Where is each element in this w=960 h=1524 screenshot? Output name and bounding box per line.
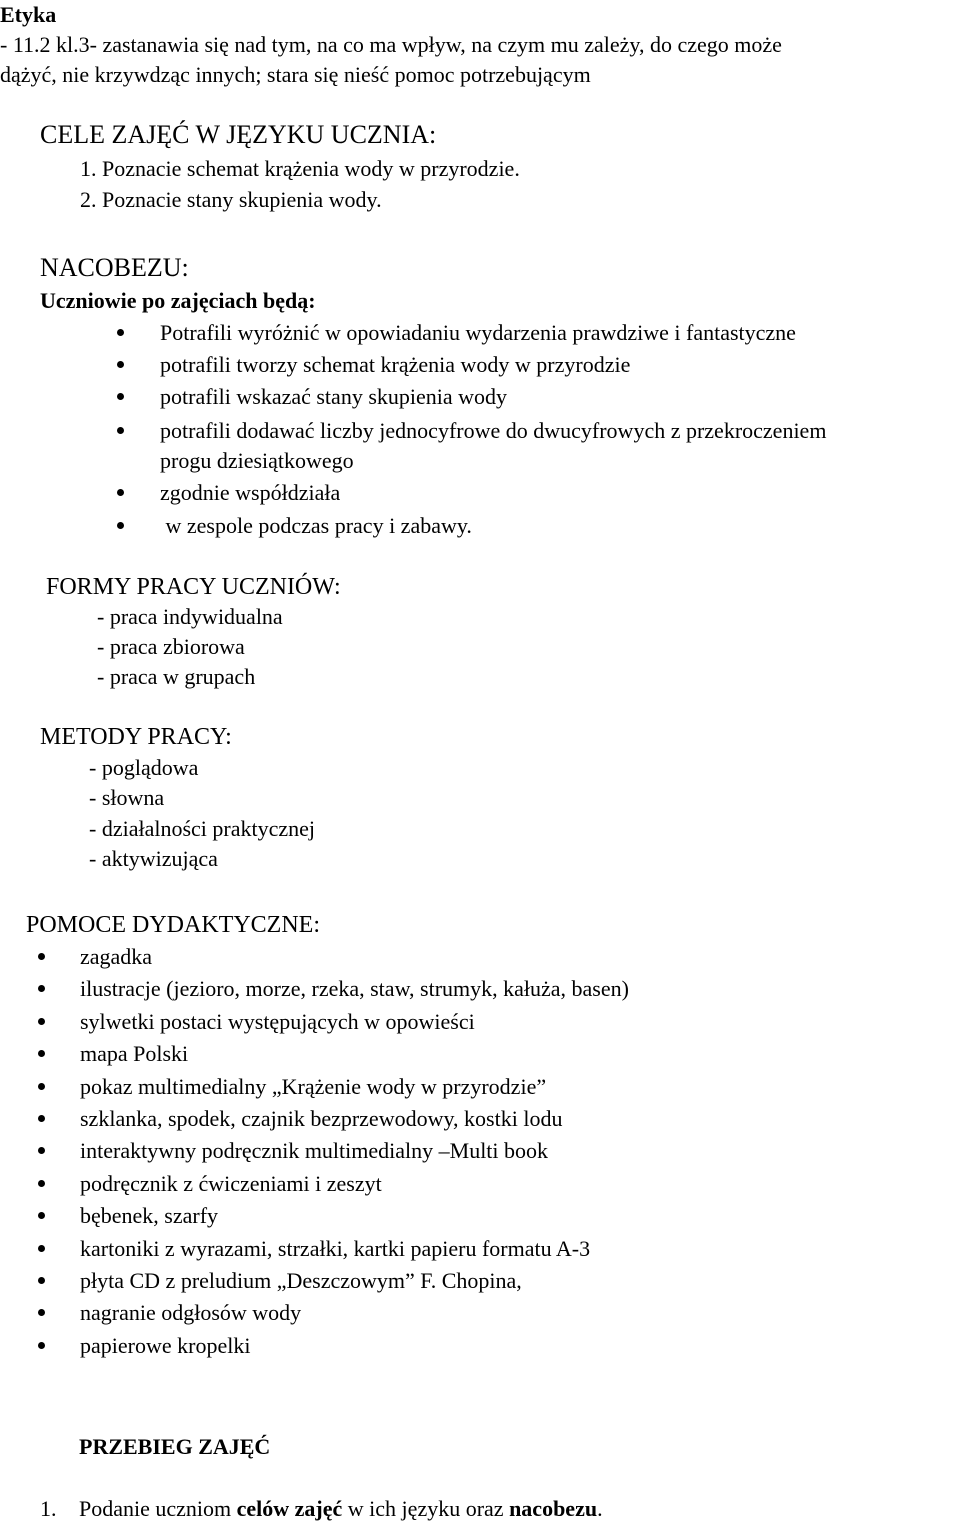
course-step-text: Podanie uczniom [79,1496,237,1521]
course-step-text: w ich języku oraz [342,1496,510,1521]
nacobezu-item: Potrafili wyróżnić w opowiadaniu wydarzenia prawdziwe i fantastyczne [160,320,796,345]
aids-item: płyta CD z preludium „Deszczowym” F. Chopina, [80,1268,522,1293]
course-step-emph: celów zajęć [236,1496,343,1521]
bullet-icon [38,1018,45,1025]
bullet-icon [38,1115,45,1122]
bullet-icon [38,1277,45,1284]
forms-title: FORMY PRACY UCZNIÓW: [46,574,341,600]
forms-item: - praca w grupach [97,664,256,689]
bullet-icon [38,953,45,960]
aids-item: nagranie odgłosów wody [80,1300,302,1325]
bullet-icon [117,361,124,368]
bullet-icon [38,1050,45,1057]
course-title: PRZEBIEG ZAJĘĆ [79,1434,271,1459]
bullet-icon [38,1083,45,1090]
bullet-icon [117,489,124,496]
nacobezu-item: potrafili wskazać stany skupienia wody [160,384,508,409]
nacobezu-item-continuation: progu dziesiątkowego [160,448,354,473]
methods-item: - słowna [89,785,165,810]
bullet-icon [38,1309,45,1316]
aids-item: papierowe kropelki [80,1333,251,1358]
nacobezu-item: potrafili tworzy schemat krążenia wody w przyrodzie [160,352,631,377]
nacobezu-item: w zespole podczas pracy i zabawy. [160,513,472,538]
aids-item: podręcznik z ćwiczeniami i zeszyt [80,1171,382,1196]
nacobezu-item: potrafili dodawać liczby jednocyfrowe do dwucyfrowych z przekroczeniem [160,418,827,443]
aids-item: szklanka, spodek, czajnik bezprzewodowy, kostki lodu [80,1106,563,1131]
forms-item: - praca zbiorowa [97,634,245,659]
aids-item: ilustracje (jezioro, morze, rzeka, staw, strumyk, kałuża, basen) [80,976,629,1001]
aids-item: pokaz multimedialny „Krążenie wody w przyrodzie” [80,1074,547,1099]
methods-title: METODY PRACY: [40,724,232,750]
nacobezu-subtitle: Uczniowie po zajęciach będą: [40,288,316,313]
course-step-emph: nacobezu [509,1496,598,1521]
bullet-icon [38,1245,45,1252]
aids-item: zagadka [80,944,153,969]
nacobezu-item: zgodnie współdziała [160,480,341,505]
aids-item: sylwetki postaci występujących w opowieści [80,1009,475,1034]
bullet-icon [38,1212,45,1219]
bullet-icon [38,1147,45,1154]
bullet-icon [117,427,124,434]
course-step-number: 1. [40,1496,57,1521]
bullet-icon [117,393,124,400]
goal-item-2: 2. Poznacie stany skupienia wody. [80,187,382,212]
header-line-1: - 11.2 kl.3- zastanawia się nad tym, na co ma wpływ, na czym mu zależy, do czego może [0,32,782,57]
header-line-2: dążyć, nie krzywdząc innych; stara się nieść pomoc potrzebującym [0,62,591,87]
bullet-icon [117,522,124,529]
methods-item: - poglądowa [89,755,199,780]
bullet-icon [38,1342,45,1349]
aids-title: POMOCE DYDAKTYCZNE: [26,912,320,938]
course-step-text: . [597,1496,603,1521]
bullet-icon [38,985,45,992]
methods-item: - działalności praktycznej [89,816,316,841]
forms-item: - praca indywidualna [97,604,283,629]
aids-item: bębenek, szarfy [80,1203,219,1228]
goals-title: CELE ZAJĘĆ W JĘZYKU UCZNIA: [40,120,437,149]
bullet-icon [38,1180,45,1187]
goal-item-1: 1. Poznacie schemat krążenia wody w przyrodzie. [80,156,520,181]
aids-item: kartoniki z wyrazami, strzałki, kartki papieru formatu A-3 [80,1236,591,1261]
aids-item: interaktywny podręcznik multimedialny –Multi book [80,1138,549,1163]
course-step-1 [79,1494,603,1524]
nacobezu-title: NACOBEZU: [40,253,189,282]
aids-item: mapa Polski [80,1041,189,1066]
methods-item: - aktywizująca [89,846,218,871]
bullet-icon [117,329,124,336]
subject-title: Etyka [0,2,57,27]
